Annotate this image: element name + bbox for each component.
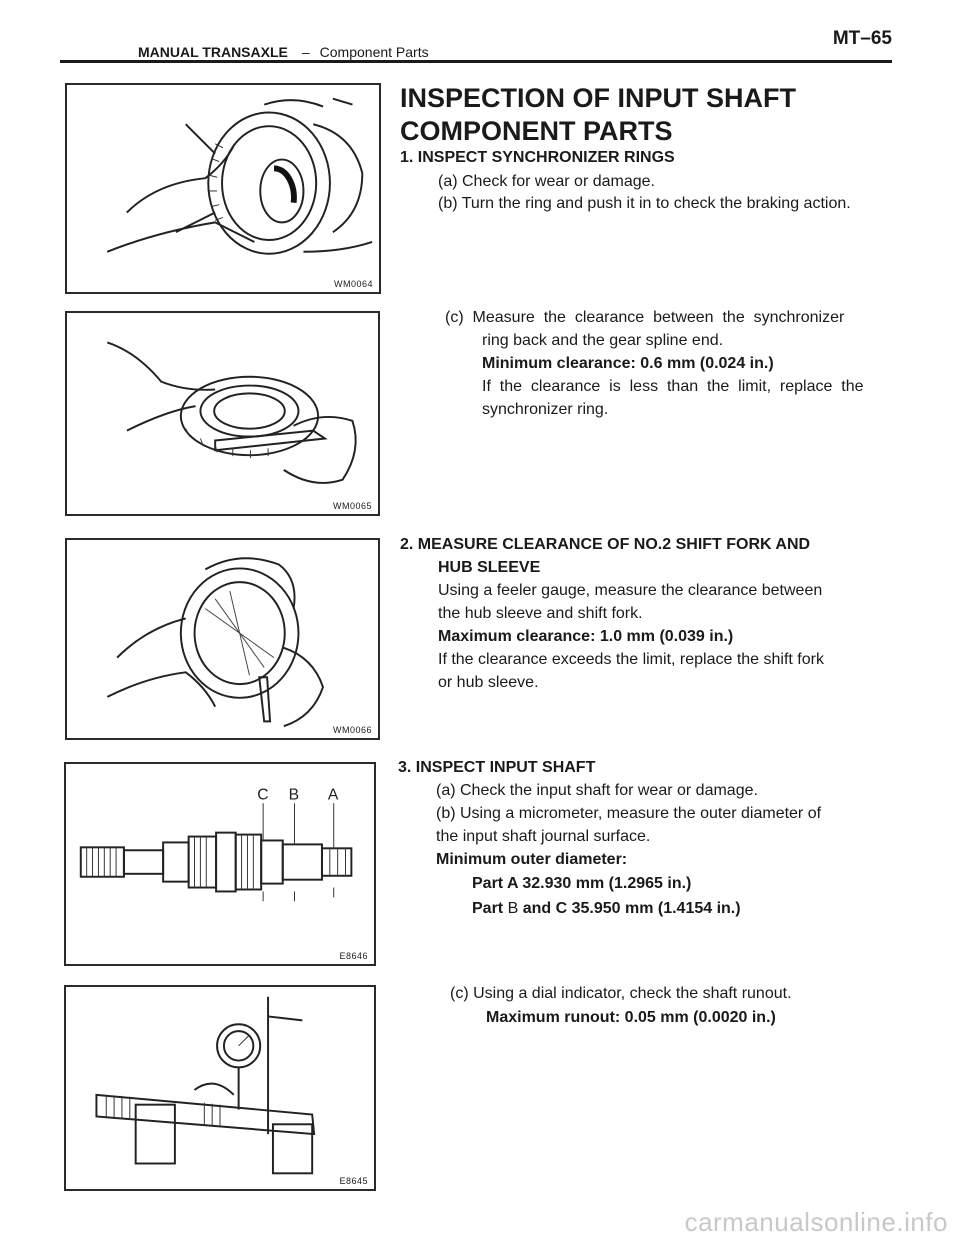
step3-runout-spec: Maximum runout: 0.05 mm (0.0020 in.) [486, 1009, 776, 1026]
header-rule [60, 60, 892, 63]
figure-2-illustration [67, 313, 378, 514]
step1-note-line2: synchronizer ring. [482, 401, 609, 418]
figure-code: WM0066 [332, 725, 372, 735]
header-section: MANUAL TRANSAXLE [138, 44, 288, 60]
step3-spec-label: Minimum outer diameter: [436, 851, 628, 868]
step2-heading-line2: HUB SLEEVE [438, 559, 541, 576]
figure-shaft-runout [64, 985, 376, 1191]
step3-part-bc [472, 897, 741, 921]
figure-code: WM0065 [332, 501, 372, 511]
step2-body-line1: Using a feeler gauge, measure the clearance between [438, 582, 823, 599]
step1-a: (a) Check for wear or damage. [438, 173, 655, 190]
figure-input-shaft-diameter [64, 762, 376, 966]
figure-3-illustration [67, 540, 378, 738]
header-section-title [138, 44, 429, 60]
step3-heading: 3. INSPECT INPUT SHAFT [398, 759, 596, 776]
step2-spec: Maximum clearance: 1.0 mm (0.039 in.) [438, 628, 734, 645]
figure-synchronizer-braking [65, 83, 381, 294]
step2-heading-line1: 2. MEASURE CLEARANCE OF NO.2 SHIFT FORK AND [400, 536, 811, 553]
step3-c: (c) Using a dial indicator, check the shaft runout. [450, 985, 792, 1002]
step1-c-line2: ring back and the gear spline end. [482, 332, 724, 349]
step1-spec: Minimum clearance: 0.6 mm (0.024 in.) [482, 355, 774, 372]
step2-note-line1: If the clearance exceeds the limit, replace the shift fork [438, 651, 824, 668]
step2-body-line2: the hub sleeve and shift fork. [438, 605, 643, 622]
step3-b-line2: the input shaft journal surface. [436, 828, 651, 845]
step3-part-a: Part A 32.930 mm (1.2965 in.) [472, 875, 692, 892]
figure-code: E8646 [339, 951, 368, 961]
step1-b: (b) Turn the ring and push it in to check the braking action. [438, 195, 851, 212]
step3-part-bc-rest: and C 35.950 mm (1.4154 in.) [522, 900, 741, 917]
page-number: MT–65 [832, 28, 892, 49]
figure-4-illustration [66, 764, 374, 964]
step1-heading: 1. INSPECT SYNCHRONIZER RINGS [400, 149, 675, 166]
step3-b-line1: (b) Using a micrometer, measure the outer diameter of [436, 805, 822, 822]
header-subsection: Component Parts [319, 44, 429, 60]
step1-note-line1: If the clearance is less than the limit, replace the [482, 378, 864, 395]
figure-synchronizer-clearance [65, 311, 380, 516]
watermark: carmanualsonline.info [684, 1207, 948, 1237]
figure-code: E8645 [339, 1176, 368, 1186]
figure-code: WM0064 [333, 279, 373, 289]
figure-shift-fork-clearance [65, 538, 380, 740]
step1-c-line1: (c) Measure the clearance between the synchronizer [445, 309, 845, 326]
step3-part-bc-letter: B [507, 900, 519, 917]
label-a: A [327, 786, 339, 804]
page-title: INSPECTION OF INPUT SHAFT COMPONENT PARTS [400, 83, 797, 146]
step3-a: (a) Check the input shaft for wear or damage. [436, 782, 758, 799]
label-c: C [257, 786, 269, 804]
page-header [60, 22, 892, 60]
step3-part-bc-prefix: Part [472, 900, 504, 917]
step2-note-line2: or hub sleeve. [438, 674, 539, 691]
figure-1-illustration [67, 85, 379, 292]
header-separator: – [301, 44, 310, 60]
label-b: B [288, 786, 300, 804]
figure-5-illustration [66, 987, 374, 1189]
